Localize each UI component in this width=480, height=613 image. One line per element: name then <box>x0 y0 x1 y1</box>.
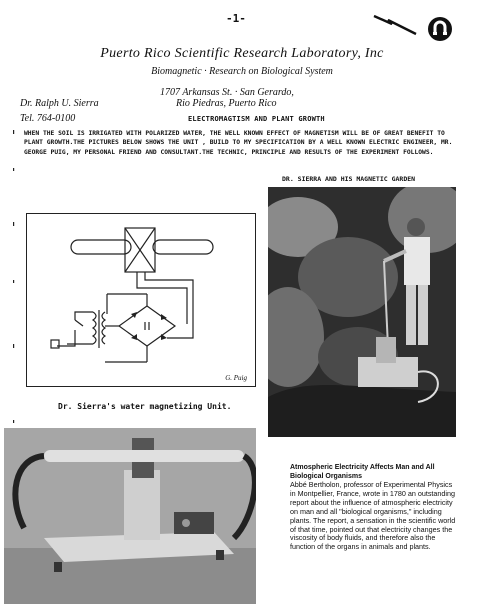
laboratory-subtitle: Biomagnetic · Research on Biological System <box>151 66 333 77</box>
garden-photo <box>268 187 456 437</box>
phone-number: Tel. 764-0100 <box>20 113 76 124</box>
diagram-caption: Dr. Sierra's water magnetizing Unit. <box>58 402 232 411</box>
laboratory-name: Puerto Rico Scientific Research Laboratory, Inc <box>100 46 384 61</box>
circuit-schematic <box>27 214 255 386</box>
intro-paragraph: WHEN THE SOIL IS IRRIGATED WITH POLARIZED WATER, THE WELL KNOWN EFFECT OF MAGNETISM WILL BE OF GREAT BENEFIT TO PLANT GROWTH.THE PICTURES BELOW SHOWS THE UNIT , BUILD TO MY SPECIFICATION BY A WELL KNOWN ELECTRIC ENGINEER, MR. GEORGE PUIG, MY PERSONAL FRIEND AND CONSULTANT.THE TECHNIC, PRINCIPLE AND RESULTS OF THE EXPERIMENT FOLLOWS. <box>24 130 453 156</box>
article-title: Atmospheric Electricity Affects Man and All Biological Organisms <box>290 464 435 480</box>
magnet-logo-icon <box>427 16 453 42</box>
garden-photo-illustration <box>268 187 456 437</box>
lightning-bolt-icon <box>372 12 418 36</box>
unit-photo-illustration <box>4 428 256 604</box>
magnetizing-unit-photo <box>4 428 256 604</box>
address-line-2: Rio Piedras, Puerto Rico <box>176 98 277 109</box>
page-number: -1- <box>226 12 246 25</box>
address-line-1: 1707 Arkansas St. · San Gerardo, <box>160 87 294 98</box>
document-title: ELECTROMAGTISM AND PLANT GROWTH <box>188 115 325 123</box>
garden-photo-caption: DR. SIERRA AND HIS MAGNETIC GARDEN <box>282 175 416 183</box>
diagram-signature: G. Puig <box>225 374 247 382</box>
article-body: Abbé Bertholon, professor of Experimental Physics in Montpellier, France, wrote in 1780 an outstanding report about the influence of atmospheric electricity on man and all "biological organisms," including plants. The report, a sensation in the scientific world of that time, pointed out that electricity changes the viscosity of body fluids, and therefore also the function of the organs in animals and plants. <box>290 480 456 552</box>
author-name: Dr. Ralph U. Sierra <box>20 98 99 109</box>
magnetizer-circuit-diagram <box>26 213 256 387</box>
